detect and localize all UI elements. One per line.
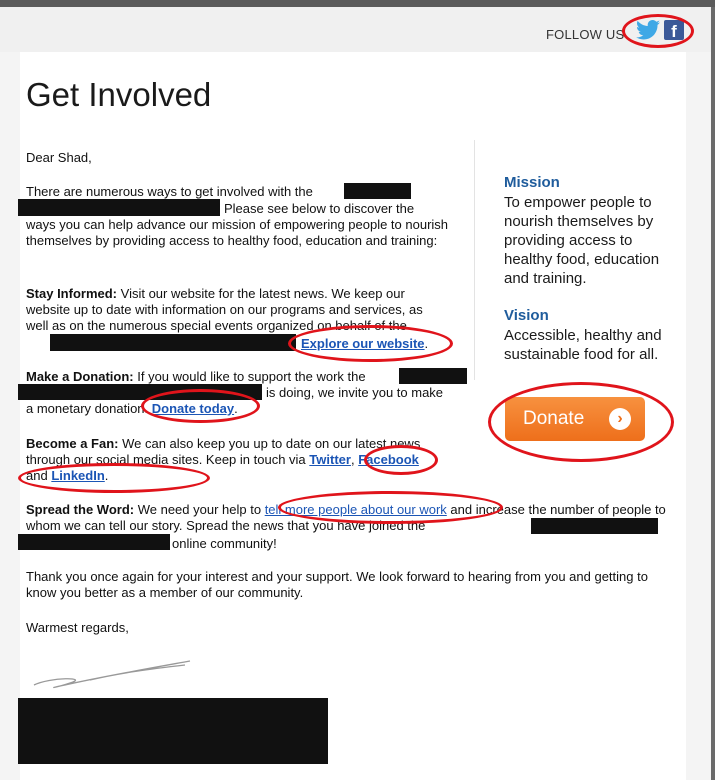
period: . xyxy=(104,468,109,483)
stay-informed-heading: Stay Informed: xyxy=(26,286,118,301)
facebook-link[interactable]: Facebook xyxy=(358,452,419,467)
closing: Warmest regards, xyxy=(26,620,129,635)
period: . xyxy=(424,336,429,351)
greeting: Dear Shad, xyxy=(26,150,92,165)
donation-text-1: If you would like to support the work the xyxy=(133,369,366,384)
redaction xyxy=(18,534,170,550)
explore-link-line xyxy=(301,336,428,352)
fan-heading: Become a Fan: xyxy=(26,436,119,451)
donation-line1 xyxy=(26,369,366,385)
donate-button-label: Donate xyxy=(523,408,585,429)
donation-heading: Make a Donation: xyxy=(26,369,134,384)
mission-text: To empower people to nourish themselves by providing access to healthy food, education and training. xyxy=(504,194,660,287)
spread-heading: Spread the Word: xyxy=(26,502,135,517)
chevron-right-icon: › xyxy=(609,408,631,430)
scrollbar[interactable] xyxy=(711,7,715,780)
thanks-paragraph: Thank you once again for your interest and your support. We look forward to hearing from you and getting to know you better as a member of our community. xyxy=(26,569,648,600)
linkedin-link[interactable]: LinkedIn xyxy=(51,468,105,483)
twitter-link[interactable]: Twitter xyxy=(309,452,351,467)
spread-text-3: online community! xyxy=(172,536,277,551)
redaction xyxy=(531,518,658,534)
stay-informed-paragraph xyxy=(26,286,446,334)
intro-text-1: There are numerous ways to get involved with the xyxy=(26,184,313,199)
fan-text: We can also keep you up to date on our latest news through our social media sites. Keep in touch via xyxy=(26,436,421,467)
donate-today-link[interactable]: Donate today xyxy=(151,401,235,416)
intro-text-2: Please see below to discover the xyxy=(224,201,415,216)
mission-heading: Mission xyxy=(504,174,560,191)
intro-text-rest: ways you can help advance our mission of empowering people to nourish themselves by providing access to healthy food, education and training: xyxy=(26,217,449,248)
redaction xyxy=(50,334,296,351)
comma: , xyxy=(350,452,355,467)
redaction xyxy=(18,698,328,764)
vision-heading: Vision xyxy=(504,307,549,324)
fan-paragraph xyxy=(26,436,436,484)
redaction xyxy=(18,199,220,216)
signature-image xyxy=(30,655,200,695)
follow-us-label: FOLLOW US xyxy=(546,27,625,42)
facebook-icon[interactable]: f xyxy=(664,20,684,40)
spread-text-2: and increase the number of people to whom we can tell our story. Spread the news that you have joined the xyxy=(26,502,666,533)
redaction xyxy=(399,368,467,384)
period: . xyxy=(234,401,238,416)
donation-paragraph-rest xyxy=(26,385,446,417)
sidebar-divider xyxy=(474,140,475,380)
donate-button[interactable] xyxy=(505,397,645,441)
stay-informed-text: Visit our website for the latest news. We keep our website up to date with information on our programs and services, as well as on the numerous special events organized on behalf of the xyxy=(26,286,423,333)
redaction xyxy=(344,183,411,199)
tell-more-people-link[interactable]: tell more people about our work xyxy=(264,502,447,517)
top-bar xyxy=(0,0,715,7)
page-title: Get Involved xyxy=(26,76,212,113)
twitter-icon[interactable] xyxy=(636,19,660,41)
explore-website-link[interactable]: Explore our website xyxy=(301,336,425,351)
intro-line1 xyxy=(26,184,313,200)
spread-text-1: We need your help to xyxy=(134,502,262,517)
donation-text-2: is doing, we invite you to make a monetary donation. xyxy=(26,385,444,416)
vision-text: Accessible, healthy and sustainable food for all. xyxy=(504,327,662,363)
and-text: and xyxy=(26,468,48,483)
